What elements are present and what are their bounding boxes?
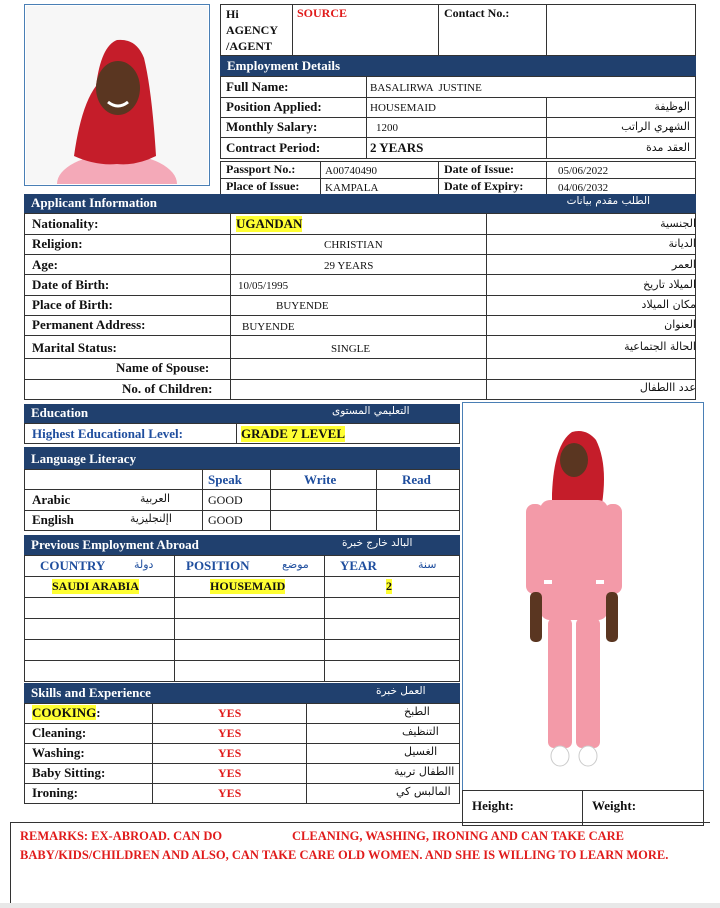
nationality-arabic: الجنسية	[660, 217, 696, 230]
remarks-line2: BABY/KIDS/CHILDREN AND ALSO, CAN TAKE CARE OLD WOMEN. AND SHE IS WILLING TO LEARN MORE.	[20, 848, 669, 862]
education-section-title: Education	[31, 405, 89, 420]
skills-section-header	[24, 683, 460, 703]
skill-cooking-arabic: الطبخ	[404, 705, 430, 718]
lang-english-speak: GOOD	[208, 513, 243, 527]
contract-arabic: العقد مدة	[646, 141, 690, 154]
age-label: Age:	[32, 257, 58, 272]
nationality-label: Nationality:	[32, 216, 99, 231]
birthplace-label: Place of Birth:	[32, 297, 113, 312]
language-section-title: Language Literacy	[31, 451, 137, 466]
portrait-illustration	[26, 6, 208, 184]
previous-section-header	[24, 535, 460, 555]
weight-label: Weight:	[592, 798, 637, 813]
applicant-section-header	[24, 194, 696, 213]
skill-washing-label: Washing:	[32, 745, 85, 760]
issue-place-label: Place of Issue:	[226, 179, 300, 193]
skill-babysitting-value: YES	[218, 766, 242, 780]
lang-header-write: Write	[304, 472, 337, 487]
full-name-label: Full Name:	[226, 79, 289, 94]
passport-no-label: Passport No.:	[226, 162, 296, 176]
lang-arabic-label: Arabic	[32, 492, 71, 507]
prev-col-year: YEAR	[340, 558, 377, 573]
contact-label: Contact No.:	[444, 6, 510, 20]
spouse-label: Name of Spouse:	[116, 360, 210, 375]
prev-col-country: COUNTRY	[40, 558, 106, 573]
issue-place-value: KAMPALA	[325, 182, 379, 194]
skill-washing-arabic: الغسيل	[404, 745, 438, 758]
age-arabic: العمر	[671, 258, 696, 271]
full-body-photo-frame	[462, 402, 704, 826]
address-value: BUYENDE	[242, 321, 295, 333]
prev-col-year-ar: سنة	[418, 558, 437, 571]
skill-cooking-label: COOKING:	[32, 705, 101, 720]
portrait-photo	[26, 6, 208, 184]
skills-section-title: Skills and Experience	[31, 685, 151, 700]
contract-label: Contract Period:	[226, 140, 321, 155]
height-label: Height:	[472, 798, 514, 813]
lang-header-speak: Speak	[208, 472, 242, 487]
skill-babysitting-arabic: االطفال تربية	[394, 765, 455, 778]
full-name-value: BASALIRWA JUSTINE	[370, 82, 482, 94]
position-label: Position Applied:	[226, 99, 322, 114]
skill-ironing-label: Ironing:	[32, 785, 78, 800]
address-label: Permanent Address:	[32, 317, 146, 332]
expiry-value: 04/06/2032	[558, 182, 609, 194]
full-body-photo	[464, 404, 702, 824]
hi-agency-label: Hi AGENCY /AGENT	[226, 7, 279, 53]
skill-cooking-text: COOKING	[32, 705, 97, 720]
address-arabic: العنوان	[664, 318, 696, 331]
education-section-title-arabic: التعليمي المستوى	[332, 405, 410, 417]
prev-col-position-ar: موضع	[282, 558, 309, 571]
previous-section-title-arabic: البالد خارج خبرة	[342, 537, 413, 549]
skills-section-title-arabic: العمل خبرة	[376, 685, 426, 697]
prev-col-position: POSITION	[186, 558, 250, 573]
salary-value: 1200	[376, 122, 398, 134]
prev-year-value: 2	[386, 579, 392, 593]
lang-arabic-label-ar: العربية	[140, 492, 171, 505]
skill-cleaning-value: YES	[218, 726, 242, 740]
skill-cleaning-arabic: التنظيف	[402, 725, 439, 738]
lang-english-label-ar: اإلنجليزية	[130, 512, 172, 525]
education-section-header	[24, 404, 460, 423]
source-label: SOURCE	[297, 6, 348, 20]
position-arabic: الوظيفة	[654, 100, 690, 113]
skill-babysitting-label: Baby Sitting:	[32, 765, 106, 780]
education-level-value: GRADE 7 LEVEL	[241, 426, 346, 441]
education-level-label: Highest Educational Level:	[32, 426, 183, 441]
language-section-header	[24, 447, 460, 469]
passport-no-value: A00740490	[325, 165, 377, 177]
skill-washing-value: YES	[218, 746, 242, 760]
lang-english-label: English	[32, 512, 74, 527]
children-arabic: عدد االطفال	[639, 381, 696, 394]
religion-value: CHRISTIAN	[324, 239, 383, 251]
prev-country-value: SAUDI ARABIA	[52, 579, 140, 593]
applicant-section-title: Applicant Information	[31, 195, 158, 210]
skill-cleaning-label: Cleaning:	[32, 725, 87, 740]
employment-section-header	[220, 56, 696, 76]
contract-value: 2 YEARS	[370, 140, 424, 155]
lang-arabic-speak: GOOD	[208, 493, 243, 507]
age-value: 29 YEARS	[324, 260, 374, 272]
dob-arabic: الميلاد تاريخ	[643, 278, 696, 291]
lang-header-read: Read	[402, 472, 431, 487]
marital-label: Marital Status:	[32, 340, 117, 355]
skill-cooking-value: YES	[218, 706, 242, 720]
position-value: HOUSEMAID	[370, 102, 436, 114]
full-body-illustration	[464, 404, 702, 824]
salary-label: Monthly Salary:	[226, 119, 318, 134]
dob-value: 10/05/1995	[238, 280, 289, 292]
marital-value: SINGLE	[331, 343, 371, 355]
prev-position-value: HOUSEMAID	[210, 579, 286, 593]
expiry-label: Date of Expiry:	[444, 179, 524, 193]
dob-label: Date of Birth:	[32, 277, 110, 292]
remarks-line1-b: CLEANING, WASHING, IRONING AND CAN TAKE CARE	[292, 829, 624, 843]
remarks-line1-a: REMARKS: EX-ABROAD. CAN DO	[20, 829, 223, 843]
religion-arabic: الديانة	[668, 237, 696, 250]
skill-ironing-value: YES	[218, 786, 242, 800]
nationality-value: UGANDAN	[236, 216, 303, 231]
children-label: No. of Children:	[122, 381, 213, 396]
birthplace-value: BUYENDE	[276, 300, 329, 312]
applicant-section-title-arabic: الطلب مقدم بيانات	[566, 195, 650, 207]
salary-arabic: الشهري الراتب	[621, 120, 690, 133]
prev-col-country-ar: دولة	[134, 558, 154, 571]
skill-ironing-arabic: المالبس كي	[396, 785, 451, 798]
previous-section-title: Previous Employment Abroad	[31, 537, 199, 552]
religion-label: Religion:	[32, 236, 83, 251]
issue-date-value: 05/06/2022	[558, 165, 609, 177]
birthplace-arabic: مكان الميلاد	[641, 298, 696, 311]
issue-date-label: Date of Issue:	[444, 162, 514, 176]
portrait-photo-frame	[24, 4, 210, 186]
employment-section-title: Employment Details	[227, 58, 341, 73]
marital-arabic: الحالة الجتماعية	[624, 340, 696, 353]
